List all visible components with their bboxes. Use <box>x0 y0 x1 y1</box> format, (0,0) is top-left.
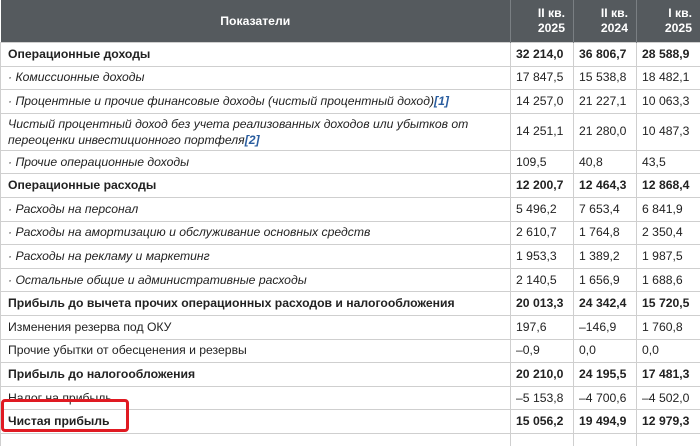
cell-value: 24 342,4 <box>574 292 637 316</box>
cell-value: 32 214,0 <box>511 43 574 67</box>
table-row <box>1 339 700 363</box>
row-label: Изменения резерва под ОКУ <box>1 315 511 339</box>
cell-value: 18 482,1 <box>637 66 700 90</box>
cell-value: 10 063,3 <box>637 90 700 114</box>
row-label: Операционные доходы <box>1 43 511 67</box>
highlight-box <box>1 399 129 432</box>
cell-value: 28 588,9 <box>637 43 700 67</box>
cell-value: 15 720,5 <box>637 292 700 316</box>
table-row <box>1 292 700 316</box>
cell-value: 14 257,0 <box>511 90 574 114</box>
row-label: · Процентные и прочие финансовые доходы (чистый процентный доход)[1] <box>1 90 511 114</box>
cell-value: –0,9 <box>511 339 574 363</box>
row-label: · Расходы на амортизацию и обслуживание основных средств <box>1 221 511 245</box>
row-label: Чистая прибыль <box>1 410 511 434</box>
cell-value: 2 610,7 <box>511 221 574 245</box>
cell-value: 21 280,0 <box>574 113 637 150</box>
cell-value: 12 200,7 <box>511 174 574 198</box>
cell-value: 24 195,5 <box>574 363 637 387</box>
cell-value: 109,5 <box>511 150 574 174</box>
cell-value: 19 494,9 <box>574 410 637 434</box>
table-row <box>1 268 700 292</box>
cell-value: 1 688,6 <box>637 268 700 292</box>
cell-value: 15 538,8 <box>574 66 637 90</box>
cell-value: 14 251,1 <box>511 113 574 150</box>
table-row <box>1 113 700 150</box>
cell-value: 43,5 <box>637 150 700 174</box>
row-label: · Расходы на рекламу и маркетинг <box>1 245 511 269</box>
cell-value: 0,0 <box>574 339 637 363</box>
table-row <box>1 363 700 387</box>
cell-value: 21 227,1 <box>574 90 637 114</box>
header-col-q2-2025: II кв. 2025 <box>511 0 574 43</box>
cell-value: 12 868,4 <box>637 174 700 198</box>
cell-value: –5 153,8 <box>511 386 574 410</box>
header-indicator: Показатели <box>1 0 511 43</box>
table-row <box>1 221 700 245</box>
cell-value: 1 953,3 <box>511 245 574 269</box>
row-label: · Прочие операционные доходы <box>1 150 511 174</box>
table-row <box>1 66 700 90</box>
cell-value: 17 847,5 <box>511 66 574 90</box>
footnote-link-2[interactable]: [2] <box>245 133 260 147</box>
cell-value: 2 140,5 <box>511 268 574 292</box>
cell-value: 20 210,0 <box>511 363 574 387</box>
row-label: · Расходы на персонал <box>1 197 511 221</box>
cell-value: 15 056,2 <box>511 410 574 434</box>
cell-value: 2 350,4 <box>637 221 700 245</box>
cell-value: 17 481,3 <box>637 363 700 387</box>
footnote-link-1[interactable]: [1] <box>434 94 449 108</box>
cell-value: 6 841,9 <box>637 197 700 221</box>
row-label: Прибыль до налогообложения <box>1 363 511 387</box>
cell-value: 36 806,7 <box>574 43 637 67</box>
cell-value: 12 464,3 <box>574 174 637 198</box>
cell-value: 12 979,3 <box>637 410 700 434</box>
table-row <box>1 150 700 174</box>
table-row <box>1 90 700 114</box>
table-row <box>1 197 700 221</box>
table-row <box>1 43 700 67</box>
row-label: Налог на прибыль <box>1 386 511 410</box>
row-label: Чистый процентный доход без учета реализованных доходов или убытков от переоценки инвестиционного портфеля[2] <box>1 113 511 150</box>
table-row-cutoff <box>1 433 700 446</box>
cell-value: 1 764,8 <box>574 221 637 245</box>
row-label: Прочие убытки от обесценения и резервы <box>1 339 511 363</box>
row-label: Прибыль до вычета прочих операционных расходов и налогообложения <box>1 292 511 316</box>
row-label: · Остальные общие и административные расходы <box>1 268 511 292</box>
row-label: · Комиссионные доходы <box>1 66 511 90</box>
row-label: Операционные расходы <box>1 174 511 198</box>
cell-value: 0,0 <box>637 339 700 363</box>
cell-value: 1 760,8 <box>637 315 700 339</box>
cell-value: 1 389,2 <box>574 245 637 269</box>
cell-value: 10 487,3 <box>637 113 700 150</box>
header-col-q1-2025: I кв. 2025 <box>637 0 700 43</box>
cell-value: 40,8 <box>574 150 637 174</box>
header-col-q2-2024: II кв. 2024 <box>574 0 637 43</box>
cell-value: 1 987,5 <box>637 245 700 269</box>
cell-value: –4 700,6 <box>574 386 637 410</box>
table-row <box>1 245 700 269</box>
table-header-row <box>1 0 700 43</box>
cell-value: 20 013,3 <box>511 292 574 316</box>
table-row <box>1 315 700 339</box>
cell-value: 1 656,9 <box>574 268 637 292</box>
cell-value: 7 653,4 <box>574 197 637 221</box>
cell-value: –4 502,0 <box>637 386 700 410</box>
cell-value: 5 496,2 <box>511 197 574 221</box>
cell-value: 197,6 <box>511 315 574 339</box>
table-row <box>1 174 700 198</box>
cell-value: –146,9 <box>574 315 637 339</box>
